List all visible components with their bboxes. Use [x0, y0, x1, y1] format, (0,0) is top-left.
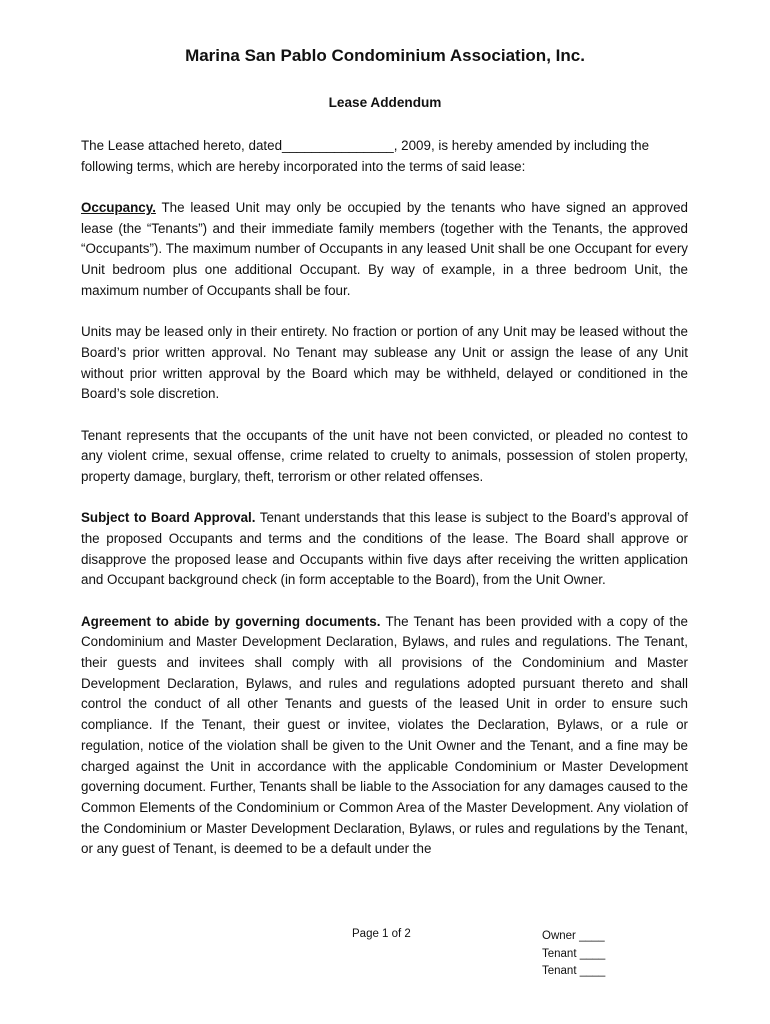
document-subtitle: Lease Addendum	[328, 95, 442, 110]
occupancy-heading: Occupancy.	[81, 200, 156, 215]
owner-initials: Owner ____	[542, 930, 605, 942]
board-approval-text: Tenant understands that this lease is subject to the Board’s approval of the proposed Occupants and terms and the conditions of the lease. The Board shall approve or disapprove the proposed lease and Occupants within five days after receiving the written application and Occupant background check (in form acceptable to the Board), from the Unit Owner.	[81, 510, 688, 588]
tenant-representation-paragraph: Tenant represents that the occupants of the unit have not been convicted, or pleaded no contest to any violent crime, sexual offense, crime related to cruelty to animals, possession of stolen property, property damage, burglary, theft, terrorism or other related offenses.	[81, 427, 688, 484]
agreement-heading: Agreement to abide by governing documents.	[81, 613, 381, 629]
board-approval-section	[81, 508, 688, 591]
tenant-initials-1: Tenant ____	[542, 947, 606, 960]
board-approval-heading: Subject to Board Approval.	[81, 510, 256, 526]
document-body	[81, 136, 688, 881]
page-number: Page 1 of 2	[352, 928, 411, 940]
agreement-text: The Tenant has been provided with a copy of the Condominium and Master Development Declaration, Bylaws, and rules and regulations. The Tenant, their guests and invitees shall comply with all provisions of the Condominium and Master Development Declaration, Bylaws, and rules and regulations adopted pursuant thereto and shall control the conduct of all other Tenants and guests of the leased Unit in order to ensure such compliance. If the Tenant, their guest or invitee, violates the Declaration, Bylaws, or a rule or regulation, notice of the violation shall be given to the Unit Owner and the Tenant, and a fine may be charged against the Unit in accordance with the applicable Condominium or Master Development governing document. Further, Tenants shall be liable to the Association for any damages caused to the Common Elements of the Condominium or Common Area of the Master Development. Any violation of the Condominium or Master Development Declaration, Bylaws, or rules and regulations by the Tenant, or any guest of Tenant, is deemed to be a default under the	[81, 613, 688, 857]
occupancy-text: The leased Unit may only be occupied by the tenants who have signed an approved lease (the “Tenants”) and their immediate family members (together with the Tenants, the approved “Occupants”). The maximum number of Occupants in any leased Unit shall be one Occupant for every Unit bedroom plus one additional Occupant. By way of example, in a three bedroom Unit, the maximum number of Occupants shall be four.	[81, 200, 688, 298]
units-paragraph: Units may be leased only in their entirety. No fraction or portion of any Unit may be leased without the Board’s prior written approval. No Tenant may sublease any Unit or assign the lease of any Unit without prior written approval by the Board which may be withheld, delayed or conditioned in the Board’s sole discretion.	[81, 324, 688, 402]
agreement-section	[81, 612, 688, 860]
document-title: Marina San Pablo Condominium Association, Inc.	[185, 46, 585, 65]
occupancy-section	[81, 198, 688, 302]
initials-block	[542, 928, 605, 981]
tenant-initials-2: Tenant ____	[542, 965, 606, 977]
intro-paragraph: The Lease attached hereto, dated_______________, 2009, is hereby amended by including the following terms, which are hereby incorporated into the terms of said lease:	[81, 138, 650, 174]
